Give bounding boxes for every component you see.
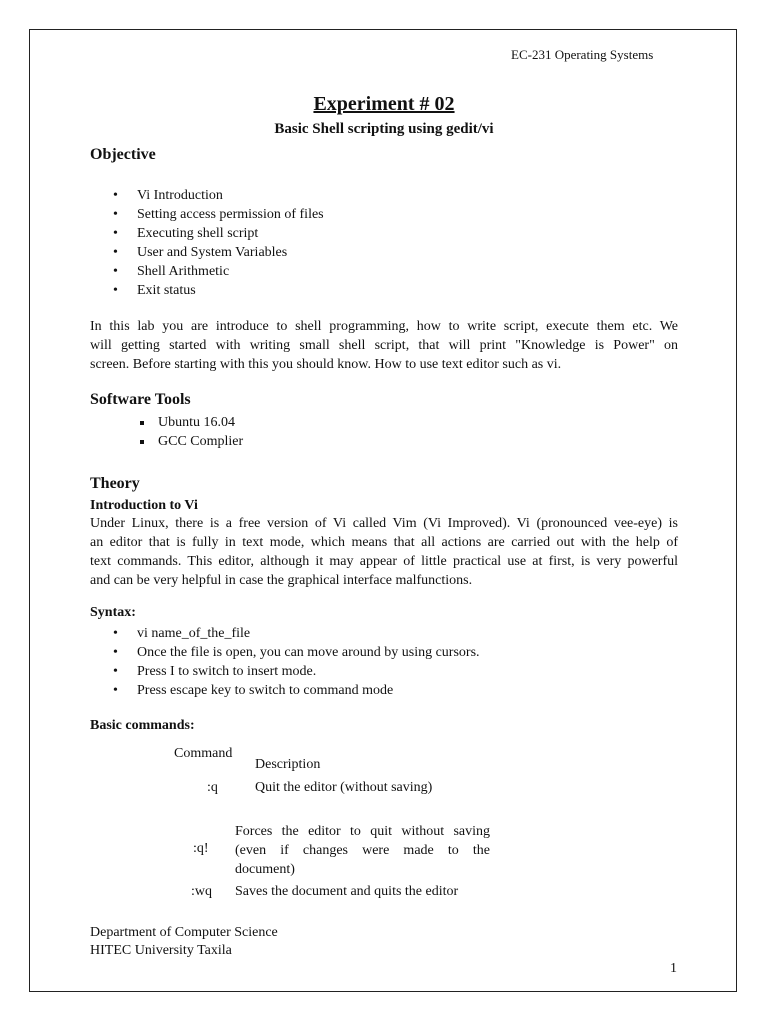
description-q: Quit the editor (without saving) — [255, 780, 433, 795]
syntax-heading: Syntax: — [90, 605, 136, 620]
command-q: :q — [207, 780, 218, 795]
description-q-force — [235, 822, 490, 879]
list-item: • Setting access permission of files — [113, 205, 324, 224]
theory-line: and can be very helpful in case the graphical interface malfunctions. — [90, 573, 473, 588]
experiment-title: Experiment # 02 — [313, 93, 455, 115]
software-tools-list — [138, 413, 243, 451]
description-line: Forces the editor to quit without saving — [235, 824, 490, 839]
list-item: • Shell Arithmetic — [113, 262, 324, 281]
command-wq: :wq — [191, 884, 212, 899]
theory-line: Under Linux, there is a free version of Vi called Vim (Vi Improved). Vi (pronounced vee-eye) is — [90, 516, 678, 531]
intro-line: screen. Before starting with this you should know. How to use text editor such as vi. — [90, 357, 562, 372]
description-line: document) — [235, 862, 295, 877]
description-column-header: Description — [255, 757, 321, 772]
description-wq: Saves the document and quits the editor — [235, 884, 459, 899]
objective-heading: Objective — [90, 146, 156, 163]
intro-paragraph — [90, 317, 678, 374]
list-item: • Press I to switch to insert mode. — [113, 662, 480, 681]
footer-department: Department of Computer Science — [90, 925, 278, 940]
list-item: • vi name_of_the_file — [113, 624, 480, 643]
footer-university: HITEC University Taxila — [90, 943, 232, 958]
theory-line: an editor that is fully in text mode, which means that all actions are carried out with the help of — [90, 535, 678, 550]
syntax-list — [113, 624, 480, 700]
page-number: 1 — [670, 961, 677, 976]
list-item: GCC Complier — [138, 432, 243, 451]
list-item: • Once the file is open, you can move around by using cursors. — [113, 643, 480, 662]
vi-intro-heading: Introduction to Vi — [90, 498, 198, 513]
list-item: • Executing shell script — [113, 224, 324, 243]
list-item: Ubuntu 16.04 — [138, 413, 243, 432]
command-q-force: :q! — [193, 841, 209, 856]
objective-list — [113, 186, 324, 300]
description-line: (even if changes were made to the — [235, 843, 490, 858]
list-item: • Vi Introduction — [113, 186, 324, 205]
theory-line: text commands. This editor, although it may appear of little practical use at first, is very powerful — [90, 554, 678, 569]
intro-line: will getting started with writing small shell script, that will print "Knowledge is Power" on — [90, 338, 678, 353]
intro-line: In this lab you are introduce to shell programming, how to write script, execute them etc. We — [90, 319, 678, 334]
experiment-subtitle: Basic Shell scripting using gedit/vi — [274, 121, 494, 137]
theory-paragraph — [90, 514, 678, 590]
command-column-header: Command — [174, 746, 233, 761]
course-header: EC-231 Operating Systems — [511, 47, 654, 62]
basic-commands-heading: Basic commands: — [90, 718, 195, 733]
theory-heading: Theory — [90, 475, 140, 492]
software-tools-heading: Software Tools — [90, 391, 191, 408]
list-item: • User and System Variables — [113, 243, 324, 262]
list-item: • Press escape key to switch to command mode — [113, 681, 480, 700]
list-item: • Exit status — [113, 281, 324, 300]
